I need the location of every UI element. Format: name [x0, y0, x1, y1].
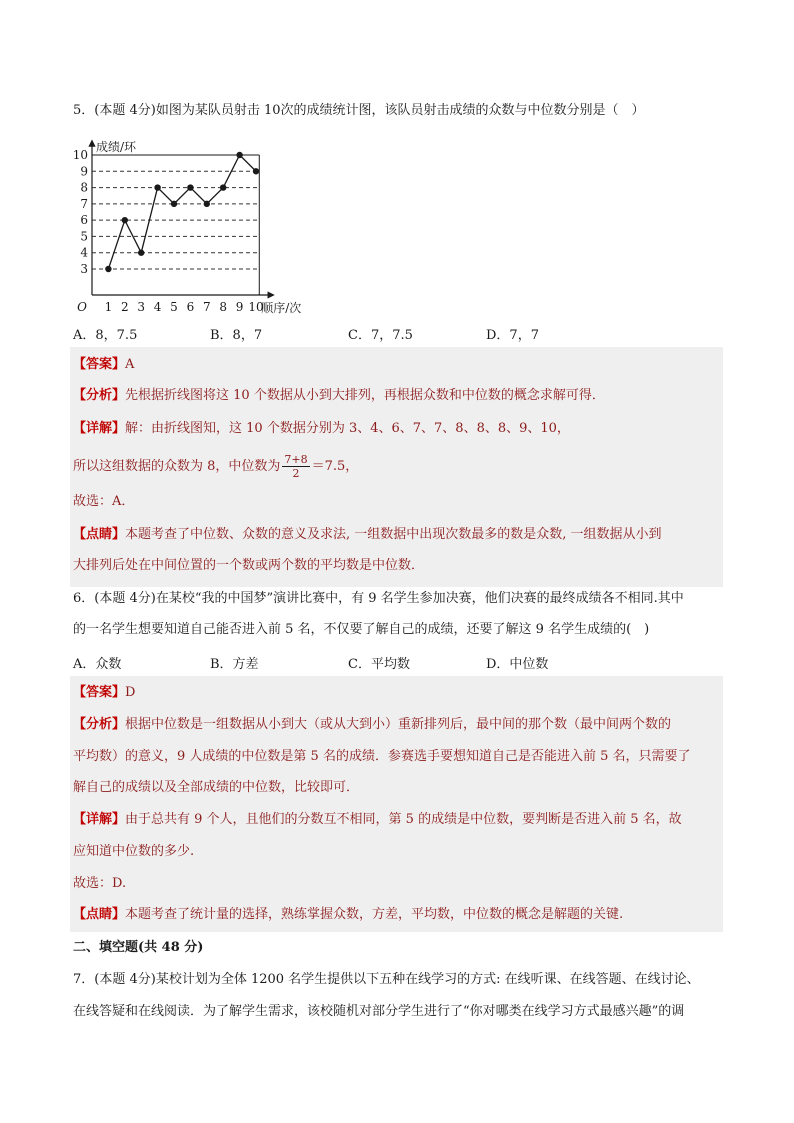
fraction-numerator: 7+8	[284, 453, 308, 466]
y-tick-label: 7	[80, 196, 88, 211]
data-point	[138, 250, 144, 256]
q5-analysis	[73, 387, 605, 405]
x-tick-label: 2	[120, 300, 129, 314]
q5-answer-value: A	[125, 357, 135, 372]
data-point	[171, 201, 177, 207]
y-tick-label: 8	[80, 180, 88, 195]
q5-detail2-pre: 所以这组数据的众数为 8，中位数为	[73, 459, 281, 474]
q5-option-d[interactable]: D．7，7	[486, 328, 539, 343]
y-tick-label: 9	[80, 164, 88, 179]
q6-choose: 故选：D.	[73, 876, 127, 891]
q6-stem-1: 6．(本题 4分)在某校“我的中国梦”演讲比赛中，有 9 名学生参加决赛，他们决赛的最终成绩各不相同.其中	[73, 591, 684, 606]
q6-solution-panel	[70, 676, 723, 932]
q5-option-c[interactable]: C．7，7.5	[348, 328, 413, 343]
q6-comment-text: 本题考查了统计量的选择，熟练掌握众数，方差，平均数，中位数的概念是解题的关键.	[125, 907, 624, 922]
median-fraction	[282, 453, 309, 480]
q6-detail	[73, 811, 682, 829]
x-tick-label: 8	[219, 300, 228, 314]
x-tick-label: 3	[137, 300, 146, 314]
q6-comment	[73, 906, 623, 924]
x-tick-label: 7	[202, 300, 211, 314]
fraction-denominator: 2	[292, 467, 300, 480]
q6-option-d[interactable]: D．中位数	[486, 657, 549, 672]
series-line	[108, 155, 256, 269]
q6-answer	[73, 684, 135, 702]
q5-option-a[interactable]: A．8，7.5	[73, 328, 138, 343]
data-point	[204, 201, 210, 207]
q5-detail-median	[73, 452, 358, 482]
q6-comment-label: 【点睛】	[73, 907, 126, 922]
q5-detail-text: 解：由折线图知，这 10 个数据分别为 3、4、6、7、7、8、8、8、9、10，	[125, 421, 570, 436]
q7-stem-2: 在线答疑和在线阅读．为了解学生需求，该校随机对部分学生进行了“你对哪类在线学习方式最感兴趣”的调	[73, 1004, 685, 1019]
y-tick-label: 5	[80, 229, 88, 244]
data-point	[154, 184, 160, 190]
data-point	[236, 152, 242, 158]
q6-detail-text-2: 应知道中位数的多少.	[73, 844, 195, 859]
q5-detail2-post: ＝7.5，	[311, 459, 359, 474]
x-tick-label: 6	[186, 300, 195, 314]
x-tick-label: 1	[104, 300, 113, 314]
data-point	[105, 266, 111, 272]
q5-analysis-text: 先根据折线图将这 10 个数据从小到大排列，再根据众数和中位数的概念求解可得．	[125, 388, 605, 403]
q5-stem: 5．(本题 4分)如图为某队员射击 10次的成绩统计图，该队员射击成绩的众数与中位数分别是（ ）	[73, 103, 645, 118]
data-point	[220, 184, 226, 190]
x-tick-label: 5	[170, 300, 178, 314]
section-title: 二、填空题(共 48 分)	[73, 940, 204, 955]
q6-answer-label: 【答案】	[73, 685, 126, 700]
q6-analysis	[73, 716, 671, 734]
q6-analysis-text-3: 解自己的成绩以及全部成绩的中位数，比较即可．	[73, 780, 360, 795]
y-tick-label: 4	[80, 245, 88, 260]
q6-option-b[interactable]: B．方差	[210, 657, 259, 672]
q6-analysis-label: 【分析】	[73, 717, 126, 732]
y-tick-label: 3	[80, 262, 88, 276]
q5-answer	[73, 356, 134, 374]
q5-comment-text-1: 本题考查了中位数、众数的意义及求法, 一组数据中出现次数最多的数是众数, 一组数据从小到	[125, 527, 662, 542]
x-tick-label: 4	[153, 300, 162, 314]
score-line-chart	[70, 135, 310, 335]
q5-comment-text-2: 大排列后处在中间位置的一个数或两个数的平均数是中位数．	[73, 558, 425, 573]
q6-option-a[interactable]: A．众数	[73, 657, 122, 672]
data-point	[122, 217, 128, 223]
q6-analysis-text-1: 根据中位数是一组数据从小到大（或从大到小）重新排列后，最中间的那个数（最中间两个数的	[125, 717, 672, 732]
q6-answer-value: D	[125, 685, 136, 700]
q5-comment-label: 【点睛】	[73, 527, 126, 542]
y-tick-label: 10	[72, 148, 88, 162]
y-axis-label: 成绩/环	[96, 140, 137, 154]
x-axis-label: 顺序/次	[261, 301, 302, 315]
q5-comment	[73, 526, 662, 544]
q5-answer-label: 【答案】	[73, 357, 126, 372]
y-tick-label: 6	[80, 213, 88, 228]
data-point	[253, 168, 259, 174]
q5-analysis-label: 【分析】	[73, 388, 126, 403]
data-point	[187, 184, 193, 190]
q7-stem-1: 7．(本题 4分)某校计划为全体 1200 名学生提供以下五种在线学习的方式: 在线听课、在线答题、在线讨论、	[73, 972, 700, 987]
q6-detail-text-1: 由于总共有 9 个人，且他们的分数互不相同，第 5 的成绩是中位数，要判断是否进入前 5 名，故	[125, 812, 682, 827]
x-tick-label: 9	[235, 300, 244, 314]
q5-choose: 故选：A．	[73, 494, 135, 509]
q5-detail-label: 【详解】	[73, 421, 126, 436]
q5-option-b[interactable]: B．8，7	[210, 328, 263, 343]
q6-option-c[interactable]: C．平均数	[348, 657, 410, 672]
q6-analysis-text-2: 平均数）的意义，9 人成绩的中位数是第 5 名的成绩．参赛选手要想知道自己是否能进入前 5 名，只需要了	[73, 749, 691, 764]
q6-stem-2: 的一名学生想要知道自己能否进入前 5 名，不仅要了解自己的成绩，还要了解这 9 名学生成绩的( )	[73, 622, 650, 637]
q6-detail-label: 【详解】	[73, 812, 126, 827]
q5-detail	[73, 420, 570, 438]
x-tick-label: 10	[248, 300, 264, 314]
origin-label: O	[77, 300, 87, 314]
